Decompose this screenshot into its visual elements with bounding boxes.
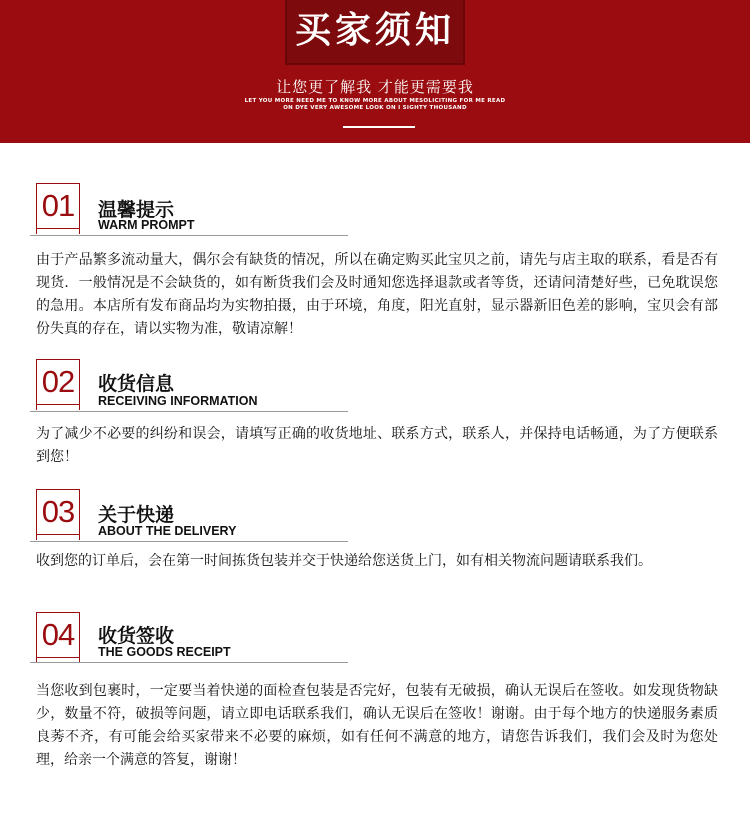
section-title: 收货信息 — [98, 373, 175, 395]
section-title-en: THE GOODS RECEIPT — [98, 645, 231, 659]
section-number: 02 — [36, 359, 80, 405]
tagline-line1: LET YOU MORE NEED ME TO KNOW MORE ABOUT MESOLICITING FOR ME READ — [244, 98, 506, 104]
section-number: 03 — [36, 489, 80, 535]
section-divider — [30, 541, 348, 542]
section-title: 温馨提示 — [98, 199, 175, 221]
section-divider — [30, 662, 348, 663]
title-box — [285, 0, 465, 65]
section-title: 收货签收 — [98, 625, 175, 647]
page-subtitle: 让您更了解我 才能更需要我 — [276, 78, 474, 96]
section-body: 由于产品繁多流动量大，偶尔会有缺货的情况，所以在确定购买此宝贝之前，请先与店主取的联系，看是否有现货．一般情况是不会缺货的，如有断货我们会及时通知您选择退款或者等货，还请问清楚好些，已免耽误您的急用。本店所有发布商品均为实物拍摄，由于环境，角度，阳光直射，显示器新旧色差的影响，宝贝会有部份失真的存在，请以实物为准，敬请凉解！ — [36, 252, 718, 337]
page-title: 买家须知 — [294, 10, 455, 51]
tagline-line2: ON DYE VERY AWESOME LOOK ON I SIGHTY THOUSAND — [283, 105, 467, 111]
section-title-en: ABOUT THE DELIVERY — [98, 524, 237, 538]
section-title-en: WARM PROMPT — [98, 218, 195, 232]
section-title: 关于快递 — [98, 504, 175, 526]
section-number: 04 — [36, 612, 80, 658]
section-divider — [30, 235, 348, 236]
header-banner — [0, 0, 750, 143]
section-divider — [30, 411, 348, 412]
section-body: 为了减少不必要的纠纷和误会，请填写正确的收货地址、联系方式，联系人，并保持电话畅通，为了方便联系到您！ — [36, 426, 718, 465]
section-number: 01 — [36, 183, 80, 229]
section-title-en: RECEIVING INFORMATION — [98, 394, 258, 408]
section-body: 收到您的订单后，会在第一时间拣货包装并交于快递给您送货上门，如有相关物流问题请联系我们。 — [36, 553, 652, 569]
banner-divider — [343, 126, 415, 128]
section-body: 当您收到包裹时，一定要当着快递的面检查包装是否完好，包装有无破损，确认无误后在签收。如发现货物缺少，数量不符，破损等问题，请立即电话联系我们，确认无误后在签收！谢谢。由于每个地方的快递服务素质良莠不齐，有可能会给买家带来不必要的麻烦，如有任何不满意的地方，请您告诉我们，我们会及时为您处理，给亲一个满意的答复，谢谢！ — [36, 683, 718, 768]
